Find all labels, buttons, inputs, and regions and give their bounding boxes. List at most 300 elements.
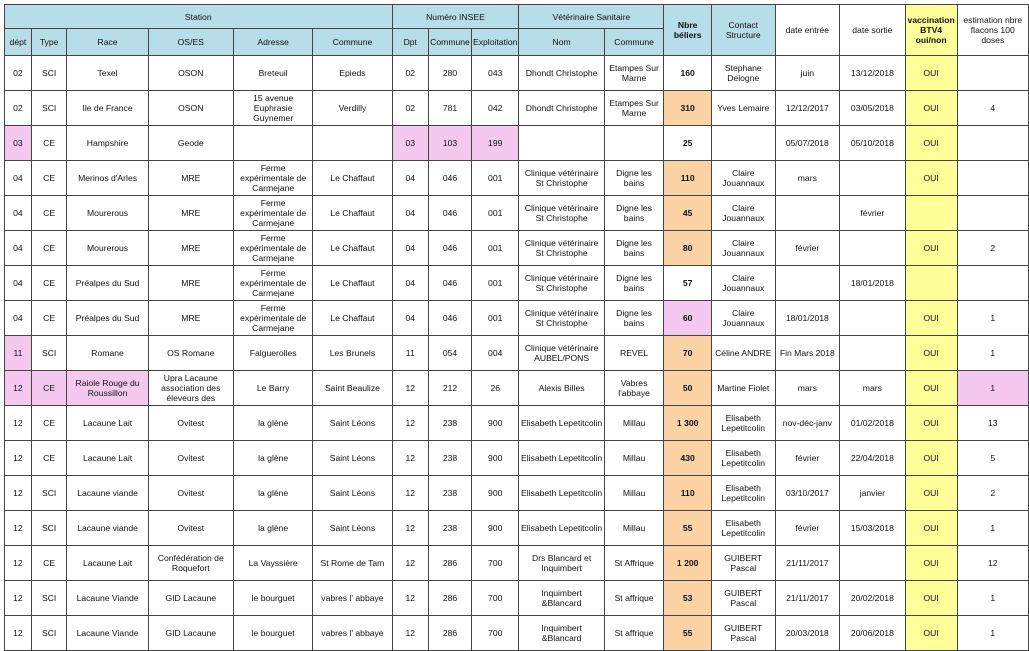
vaccination-cell: OUI: [905, 91, 957, 126]
os-es-cell: Confédération de Roquefort: [148, 546, 233, 581]
dept-cell: 02: [5, 91, 32, 126]
dpt-cell: 03: [392, 126, 429, 161]
type-cell: CE: [31, 406, 67, 441]
commune-cell: Le Chaffaut: [313, 196, 392, 231]
type-cell: CE: [31, 266, 67, 301]
vet-nom-cell: Elisabeth Lepetitcolin: [519, 511, 604, 546]
date-sortie-cell: 15/03/2018: [840, 511, 906, 546]
subheader-vet-commune: Commune: [604, 29, 664, 56]
type-cell: SCI: [31, 476, 67, 511]
header-nbre-beliers: Nbre béliers: [664, 5, 712, 56]
dpt-cell: 04: [392, 196, 429, 231]
vaccination-cell: OUI: [905, 371, 957, 406]
nbre-beliers-cell: 110: [664, 476, 712, 511]
nbre-beliers-cell: 310: [664, 91, 712, 126]
insee-commune-cell: 781: [429, 91, 472, 126]
date-sortie-cell: 22/04/2018: [840, 441, 906, 476]
os-es-cell: GID Lacaune: [148, 616, 233, 651]
vet-commune-cell: Millau: [604, 441, 664, 476]
table-row: [5, 441, 1029, 476]
race-cell: Hampshire: [67, 126, 148, 161]
estimation-cell: 2: [957, 231, 1028, 266]
vet-nom-cell: Elisabeth Lepetitcolin: [519, 406, 604, 441]
vet-commune-cell: [604, 126, 664, 161]
subheader-os-es: OS/ES: [148, 29, 233, 56]
insee-commune-cell: 238: [429, 406, 472, 441]
commune-cell: Les Brunels: [313, 336, 392, 371]
dept-cell: 04: [5, 161, 32, 196]
contact-cell: Yves Lemaire: [711, 91, 775, 126]
vet-commune-cell: Digne les bains: [604, 301, 664, 336]
vaccination-cell: OUI: [905, 476, 957, 511]
vet-nom-cell: Elisabeth Lepetitcolin: [519, 476, 604, 511]
type-cell: CE: [31, 161, 67, 196]
os-es-cell: MRE: [148, 196, 233, 231]
commune-cell: Le Chaffaut: [313, 266, 392, 301]
date-entree-cell: mars: [775, 371, 840, 406]
date-entree-cell: 21/11/2017: [775, 581, 840, 616]
exploitation-cell: 900: [472, 476, 519, 511]
dpt-cell: 04: [392, 301, 429, 336]
dept-cell: 03: [5, 126, 32, 161]
nbre-beliers-cell: 1 300: [664, 406, 712, 441]
date-entree-cell: mars: [775, 161, 840, 196]
header-insee: Numéro INSEE: [392, 5, 519, 29]
vet-nom-cell: Clinique vétérinaire St Christophe: [519, 266, 604, 301]
nbre-beliers-cell: 60: [664, 301, 712, 336]
estimation-cell: [957, 126, 1028, 161]
adresse-cell: Ferme expérimentale de Carmejane: [233, 196, 312, 231]
type-cell: CE: [31, 301, 67, 336]
vet-nom-cell: Clinique vétérinaire St Christophe: [519, 196, 604, 231]
vet-commune-cell: Digne les bains: [604, 231, 664, 266]
table-row: [5, 546, 1029, 581]
dpt-cell: 12: [392, 441, 429, 476]
insee-commune-cell: 280: [429, 56, 472, 91]
dept-cell: 04: [5, 266, 32, 301]
dept-cell: 12: [5, 441, 32, 476]
race-cell: Mourerous: [67, 231, 148, 266]
exploitation-cell: 043: [472, 56, 519, 91]
estimation-cell: 5: [957, 441, 1028, 476]
table-row: [5, 616, 1029, 651]
race-cell: Texel: [67, 56, 148, 91]
nbre-beliers-cell: 160: [664, 56, 712, 91]
insee-commune-cell: 046: [429, 161, 472, 196]
date-sortie-cell: 20/02/2018: [840, 581, 906, 616]
dept-cell: 12: [5, 371, 32, 406]
estimation-cell: 1: [957, 336, 1028, 371]
header-veterinaire: Vétérinaire Sanitaire: [519, 5, 664, 29]
insee-commune-cell: 238: [429, 441, 472, 476]
date-entree-cell: 05/07/2018: [775, 126, 840, 161]
adresse-cell: 15 avenue Euphrasie Guynemer: [233, 91, 312, 126]
vet-commune-cell: Millau: [604, 476, 664, 511]
date-sortie-cell: février: [840, 196, 906, 231]
dpt-cell: 04: [392, 161, 429, 196]
adresse-cell: la glène: [233, 476, 312, 511]
contact-cell: Claire Jouannaux: [711, 231, 775, 266]
vet-commune-cell: Millau: [604, 511, 664, 546]
os-es-cell: Ovitest: [148, 476, 233, 511]
date-entree-cell: [775, 266, 840, 301]
contact-cell: Claire Jouannaux: [711, 196, 775, 231]
table-row: [5, 161, 1029, 196]
subheader-dept: dépt: [5, 29, 32, 56]
insee-commune-cell: 046: [429, 266, 472, 301]
exploitation-cell: 001: [472, 231, 519, 266]
vaccination-cell: [905, 266, 957, 301]
table-body: [5, 56, 1029, 651]
nbre-beliers-cell: 1 200: [664, 546, 712, 581]
type-cell: CE: [31, 231, 67, 266]
subheader-race: Race: [67, 29, 148, 56]
subheader-exploitation: Exploitation: [472, 29, 519, 56]
table-row: [5, 126, 1029, 161]
exploitation-cell: 700: [472, 546, 519, 581]
nbre-beliers-cell: 25: [664, 126, 712, 161]
date-entree-cell: février: [775, 231, 840, 266]
insee-commune-cell: 286: [429, 616, 472, 651]
insee-commune-cell: 103: [429, 126, 472, 161]
table-row: [5, 371, 1029, 406]
date-entree-cell: Fin Mars 2018: [775, 336, 840, 371]
dpt-cell: 12: [392, 511, 429, 546]
adresse-cell: Ferme expérimentale de Carmejane: [233, 161, 312, 196]
dept-cell: 12: [5, 511, 32, 546]
date-sortie-cell: 20/06/2018: [840, 616, 906, 651]
vet-nom-cell: Clinique vétérinaire St Christophe: [519, 301, 604, 336]
dept-cell: 04: [5, 301, 32, 336]
commune-cell: Le Chaffaut: [313, 301, 392, 336]
vaccination-cell: [905, 196, 957, 231]
estimation-cell: [957, 196, 1028, 231]
vaccination-cell: OUI: [905, 231, 957, 266]
adresse-cell: la glène: [233, 406, 312, 441]
subheader-adresse: Adresse: [233, 29, 312, 56]
date-entree-cell: nov-déc-janv: [775, 406, 840, 441]
table-row: [5, 91, 1029, 126]
vet-commune-cell: REVEL: [604, 336, 664, 371]
insee-commune-cell: 238: [429, 476, 472, 511]
type-cell: SCI: [31, 336, 67, 371]
dpt-cell: 02: [392, 91, 429, 126]
nbre-beliers-cell: 55: [664, 616, 712, 651]
dept-cell: 11: [5, 336, 32, 371]
date-entree-cell: 21/11/2017: [775, 546, 840, 581]
dept-cell: 12: [5, 406, 32, 441]
contact-cell: GUIBERT Pascal: [711, 581, 775, 616]
commune-cell: vabres l' abbaye: [313, 616, 392, 651]
estimation-cell: [957, 266, 1028, 301]
table-row: [5, 266, 1029, 301]
type-cell: CE: [31, 546, 67, 581]
date-sortie-cell: 13/12/2018: [840, 56, 906, 91]
spreadsheet: [4, 4, 1029, 651]
dept-cell: 12: [5, 616, 32, 651]
contact-cell: Elisabeth Lepetitcolin: [711, 441, 775, 476]
insee-commune-cell: 046: [429, 231, 472, 266]
type-cell: SCI: [31, 91, 67, 126]
race-cell: Lacaune Lait: [67, 406, 148, 441]
insee-commune-cell: 238: [429, 511, 472, 546]
vet-commune-cell: Vabres l'abbaye: [604, 371, 664, 406]
date-entree-cell: 12/12/2017: [775, 91, 840, 126]
date-entree-cell: février: [775, 511, 840, 546]
exploitation-cell: 900: [472, 406, 519, 441]
subheader-nom: Nom: [519, 29, 604, 56]
race-cell: Lacaune Lait: [67, 441, 148, 476]
date-sortie-cell: 01/02/2018: [840, 406, 906, 441]
vet-commune-cell: Digne les bains: [604, 266, 664, 301]
dpt-cell: 12: [392, 406, 429, 441]
commune-cell: Saint Léons: [313, 406, 392, 441]
vaccination-cell: OUI: [905, 616, 957, 651]
dept-cell: 04: [5, 196, 32, 231]
table-row: [5, 336, 1029, 371]
vet-nom-cell: Clinique vétérinaire AUBEL/PONS: [519, 336, 604, 371]
insee-commune-cell: 046: [429, 301, 472, 336]
vaccination-cell: OUI: [905, 161, 957, 196]
vet-commune-cell: Digne les bains: [604, 161, 664, 196]
os-es-cell: MRE: [148, 266, 233, 301]
exploitation-cell: 001: [472, 196, 519, 231]
os-es-cell: Ovitest: [148, 441, 233, 476]
dpt-cell: 12: [392, 371, 429, 406]
date-entree-cell: juin: [775, 56, 840, 91]
exploitation-cell: 001: [472, 301, 519, 336]
vaccination-cell: OUI: [905, 511, 957, 546]
race-cell: Lacaune viande: [67, 511, 148, 546]
race-cell: Merinos d'Arles: [67, 161, 148, 196]
commune-cell: Saint Léons: [313, 511, 392, 546]
adresse-cell: la glène: [233, 511, 312, 546]
dpt-cell: 04: [392, 231, 429, 266]
date-entree-cell: 18/01/2018: [775, 301, 840, 336]
estimation-cell: 1: [957, 511, 1028, 546]
adresse-cell: [233, 126, 312, 161]
dpt-cell: 12: [392, 581, 429, 616]
insee-commune-cell: 046: [429, 196, 472, 231]
date-entree-cell: février: [775, 441, 840, 476]
nbre-beliers-cell: 70: [664, 336, 712, 371]
type-cell: CE: [31, 126, 67, 161]
estimation-cell: 13: [957, 406, 1028, 441]
vet-commune-cell: St affrique: [604, 616, 664, 651]
table-row: [5, 56, 1029, 91]
exploitation-cell: 26: [472, 371, 519, 406]
vaccination-cell: OUI: [905, 56, 957, 91]
os-es-cell: MRE: [148, 161, 233, 196]
type-cell: CE: [31, 196, 67, 231]
race-cell: Romane: [67, 336, 148, 371]
date-sortie-cell: 03/05/2018: [840, 91, 906, 126]
dpt-cell: 04: [392, 266, 429, 301]
dept-cell: 02: [5, 56, 32, 91]
vet-nom-cell: Drs Blancard et Inquimbert: [519, 546, 604, 581]
os-es-cell: OSON: [148, 56, 233, 91]
header-date-sortie: date sortie: [840, 5, 906, 56]
commune-cell: Le Chaffaut: [313, 161, 392, 196]
commune-cell: [313, 126, 392, 161]
date-sortie-cell: janvier: [840, 476, 906, 511]
dpt-cell: 12: [392, 616, 429, 651]
dept-cell: 12: [5, 476, 32, 511]
os-es-cell: Ovitest: [148, 511, 233, 546]
header-contact: Contact Structure: [711, 5, 775, 56]
dept-cell: 04: [5, 231, 32, 266]
type-cell: SCI: [31, 616, 67, 651]
insee-commune-cell: 212: [429, 371, 472, 406]
race-cell: Lacaune Lait: [67, 546, 148, 581]
subheader-type: Type: [31, 29, 67, 56]
adresse-cell: Falguerolles: [233, 336, 312, 371]
vaccination-cell: OUI: [905, 336, 957, 371]
vaccination-cell: OUI: [905, 126, 957, 161]
exploitation-cell: 700: [472, 581, 519, 616]
os-es-cell: Upra Lacaune association des éleveurs des: [148, 371, 233, 406]
vet-nom-cell: Dhondt Christophe: [519, 91, 604, 126]
contact-cell: Elisabeth Lepetitcolin: [711, 406, 775, 441]
date-sortie-cell: [840, 161, 906, 196]
exploitation-cell: 001: [472, 266, 519, 301]
estimation-cell: 2: [957, 476, 1028, 511]
estimation-cell: 4: [957, 91, 1028, 126]
vet-nom-cell: Elisabeth Lepetitcolin: [519, 441, 604, 476]
nbre-beliers-cell: 80: [664, 231, 712, 266]
date-sortie-cell: [840, 301, 906, 336]
vaccination-cell: OUI: [905, 581, 957, 616]
table-row: [5, 511, 1029, 546]
table-row: [5, 406, 1029, 441]
nbre-beliers-cell: 110: [664, 161, 712, 196]
os-es-cell: MRE: [148, 231, 233, 266]
subheader-insee-commune: Commune: [429, 29, 472, 56]
os-es-cell: MRE: [148, 301, 233, 336]
date-sortie-cell: [840, 231, 906, 266]
header-estimation: estimation nbre flacons 100 doses: [957, 5, 1028, 56]
adresse-cell: La Vayssière: [233, 546, 312, 581]
estimation-cell: 12: [957, 546, 1028, 581]
contact-cell: GUIBERT Pascal: [711, 616, 775, 651]
type-cell: CE: [31, 441, 67, 476]
estimation-cell: [957, 161, 1028, 196]
adresse-cell: Le Barry: [233, 371, 312, 406]
exploitation-cell: 001: [472, 161, 519, 196]
estimation-cell: [957, 56, 1028, 91]
subheader-dpt: Dpt: [392, 29, 429, 56]
vet-nom-cell: Inquimbert &Blancard: [519, 581, 604, 616]
date-sortie-cell: 18/01/2018: [840, 266, 906, 301]
date-sortie-cell: 05/10/2018: [840, 126, 906, 161]
exploitation-cell: 900: [472, 511, 519, 546]
race-cell: Lacaune Viande: [67, 581, 148, 616]
date-entree-cell: 20/03/2018: [775, 616, 840, 651]
contact-cell: Claire Jouannaux: [711, 266, 775, 301]
table-row: [5, 476, 1029, 511]
nbre-beliers-cell: 55: [664, 511, 712, 546]
adresse-cell: Ferme expérimentale de Carmejane: [233, 301, 312, 336]
contact-cell: Claire Jouannaux: [711, 161, 775, 196]
vet-commune-cell: St affrique: [604, 581, 664, 616]
adresse-cell: le bourguet: [233, 616, 312, 651]
estimation-cell: 1: [957, 301, 1028, 336]
insee-commune-cell: 286: [429, 581, 472, 616]
date-sortie-cell: mars: [840, 371, 906, 406]
race-cell: Raiole Rouge du Roussillon: [67, 371, 148, 406]
header-date-entree: date entrée: [775, 5, 840, 56]
exploitation-cell: 042: [472, 91, 519, 126]
dpt-cell: 12: [392, 546, 429, 581]
commune-cell: Verdilly: [313, 91, 392, 126]
os-es-cell: Ovitest: [148, 406, 233, 441]
adresse-cell: Ferme expérimentale de Carmejane: [233, 231, 312, 266]
os-es-cell: OS Romane: [148, 336, 233, 371]
dept-cell: 12: [5, 581, 32, 616]
vet-commune-cell: Millau: [604, 406, 664, 441]
nbre-beliers-cell: 45: [664, 196, 712, 231]
estimation-cell: 1: [957, 616, 1028, 651]
contact-cell: Claire Jouannaux: [711, 301, 775, 336]
vet-nom-cell: Dhondt Christophe: [519, 56, 604, 91]
contact-cell: [711, 126, 775, 161]
adresse-cell: le bourguet: [233, 581, 312, 616]
nbre-beliers-cell: 430: [664, 441, 712, 476]
table-row: [5, 231, 1029, 266]
os-es-cell: Geode: [148, 126, 233, 161]
race-cell: Lacaune viande: [67, 476, 148, 511]
insee-commune-cell: 286: [429, 546, 472, 581]
exploitation-cell: 700: [472, 616, 519, 651]
nbre-beliers-cell: 57: [664, 266, 712, 301]
vaccination-cell: OUI: [905, 441, 957, 476]
commune-cell: Saint Léons: [313, 476, 392, 511]
vet-commune-cell: Digne les bains: [604, 196, 664, 231]
vet-nom-cell: [519, 126, 604, 161]
commune-cell: Saint Léons: [313, 441, 392, 476]
header-station: Station: [5, 5, 393, 29]
commune-cell: Saint Beaulize: [313, 371, 392, 406]
os-es-cell: OSON: [148, 91, 233, 126]
race-cell: Préalpes du Sud: [67, 266, 148, 301]
os-es-cell: GID Lacaune: [148, 581, 233, 616]
exploitation-cell: 004: [472, 336, 519, 371]
commune-cell: Le Chaffaut: [313, 231, 392, 266]
date-sortie-cell: [840, 546, 906, 581]
date-sortie-cell: [840, 336, 906, 371]
vaccination-cell: OUI: [905, 406, 957, 441]
race-cell: Lacaune Viande: [67, 616, 148, 651]
estimation-cell: 1: [957, 581, 1028, 616]
vet-nom-cell: Alexis Billes: [519, 371, 604, 406]
race-cell: Ile de France: [67, 91, 148, 126]
commune-cell: vabres l' abbaye: [313, 581, 392, 616]
race-cell: Mourerous: [67, 196, 148, 231]
nbre-beliers-cell: 50: [664, 371, 712, 406]
contact-cell: Stephane Delogne: [711, 56, 775, 91]
dept-cell: 12: [5, 546, 32, 581]
dpt-cell: 11: [392, 336, 429, 371]
stations-table: [4, 4, 1029, 651]
subheader-commune: Commune: [313, 29, 392, 56]
dpt-cell: 02: [392, 56, 429, 91]
contact-cell: Elisabeth Lepetitcolin: [711, 476, 775, 511]
table-row: [5, 196, 1029, 231]
vet-nom-cell: Inquimbert &Blancard: [519, 616, 604, 651]
table-row: [5, 581, 1029, 616]
adresse-cell: Ferme expérimentale de Carmejane: [233, 266, 312, 301]
commune-cell: St Rome de Tam: [313, 546, 392, 581]
